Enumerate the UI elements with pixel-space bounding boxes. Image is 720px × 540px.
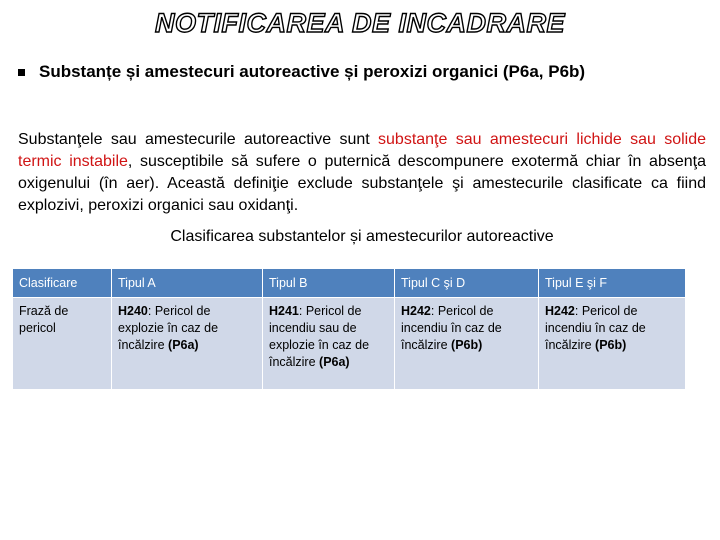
header-cell: Tipul B bbox=[263, 269, 395, 298]
hazard-category: (P6b) bbox=[451, 338, 483, 352]
paragraph-intro: Substanţele sau amestecurile autoreactive sunt bbox=[18, 131, 379, 148]
hazard-text: : Pericol de incendiu în caz de încălzire bbox=[401, 304, 502, 352]
header-cell: Tipul A bbox=[112, 269, 263, 298]
hazard-code: H242 bbox=[401, 304, 431, 318]
table-caption: Clasificarea substantelor și amestecurilor autoreactive bbox=[170, 228, 554, 245]
hazard-cell bbox=[395, 298, 539, 390]
paragraph-highlight: substanţe sau amestecuri lichide sau solide termic instabile bbox=[18, 131, 707, 170]
hazard-code: H240 bbox=[118, 304, 148, 318]
hazard-category: (P6b) bbox=[595, 338, 627, 352]
hazard-text: : Pericol de explozie în caz de încălzire bbox=[118, 304, 219, 352]
paragraph-rest: , susceptibile să sufere o puternică descompunere exotermă chiar în absenţa oxigenului (în aer). Această definiţie exclude substanţele şi amestecurile clasificate ca fiind explozivi, peroxizi organici sau oxidanţi. bbox=[18, 153, 706, 214]
bullet-heading bbox=[18, 62, 708, 82]
square-bullet-icon bbox=[18, 69, 25, 76]
header-cell: Tipul C şi D bbox=[395, 269, 539, 298]
hazard-category: (P6a) bbox=[168, 338, 199, 352]
header-cell: Clasificare bbox=[13, 269, 112, 298]
hazard-code: H241 bbox=[269, 304, 299, 318]
page-title: NOTIFICAREA DE INCADRARE bbox=[155, 8, 565, 38]
hazard-text: : Pericol de incendiu în caz de încălzire bbox=[545, 304, 646, 352]
bullet-heading-text: Substanțe și amestecuri autoreactive și peroxizi organici (P6a, P6b) bbox=[39, 62, 586, 81]
hazard-code: H242 bbox=[545, 304, 575, 318]
definition-paragraph bbox=[18, 129, 706, 217]
classification-table bbox=[12, 268, 686, 390]
table-row bbox=[13, 298, 686, 390]
hazard-cell bbox=[112, 298, 263, 390]
hazard-cell bbox=[263, 298, 395, 390]
header-cell: Tipul E şi F bbox=[539, 269, 686, 298]
hazard-category: (P6a) bbox=[319, 355, 350, 369]
table-header-row bbox=[13, 269, 686, 298]
row-label-cell: Frază de pericol bbox=[13, 298, 112, 390]
hazard-text: : Pericol de incendiu sau de explozie în caz de încălzire bbox=[269, 304, 370, 369]
hazard-cell bbox=[539, 298, 686, 390]
